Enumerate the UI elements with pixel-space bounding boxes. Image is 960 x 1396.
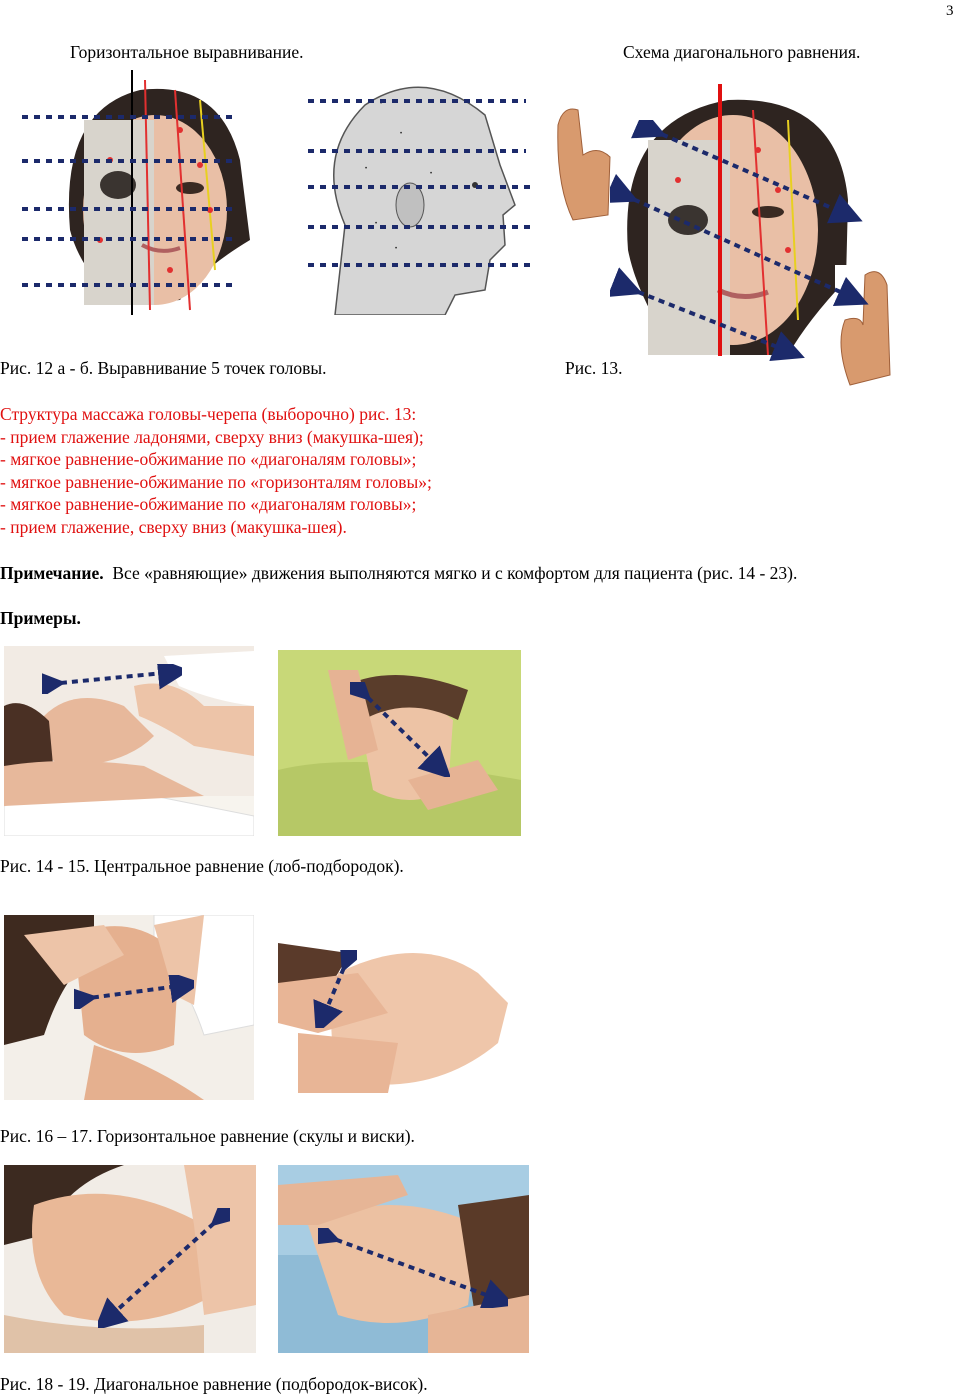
figure-12b-dotted-guides xyxy=(308,97,538,277)
figure-17-arrow xyxy=(312,950,357,1033)
figure-12a-dotted-guides xyxy=(22,113,242,298)
svg-text:•: • xyxy=(400,131,403,137)
page-number: 3 xyxy=(946,3,954,19)
note-label: Примечание. xyxy=(0,563,104,583)
figure-19-arrow xyxy=(318,1228,508,1313)
figure-15-arrow xyxy=(350,682,450,782)
structure-item: - мягкое равнение-обжимание по «диагоналям головы»; xyxy=(0,449,417,469)
structure-item: - мягкое равнение-обжимание по «диагоналям головы»; xyxy=(0,494,417,514)
note-paragraph xyxy=(0,562,797,585)
structure-item: - прием глажение ладонями, сверху вниз (макушка-шея); xyxy=(0,427,424,447)
examples-heading: Примеры. xyxy=(0,608,81,628)
svg-text:•: • xyxy=(395,246,398,252)
structure-title: Структура массажа головы-черепа (выборочно) рис. 13: xyxy=(0,404,417,424)
svg-text:•: • xyxy=(380,101,383,107)
caption-fig-16-17: Рис. 16 – 17. Горизонтальное равнение (скулы и виски). xyxy=(0,1126,415,1146)
figure-14-arrow xyxy=(42,664,182,699)
caption-fig-12: Рис. 12 а - б. Выравнивание 5 точек головы. xyxy=(0,358,327,378)
heading-diagonal-scheme: Схема диагонального равнения. xyxy=(623,42,861,62)
figure-16-arrow xyxy=(74,975,194,1014)
caption-fig-14-15: Рис. 14 - 15. Центральное равнение (лоб-подбородок). xyxy=(0,856,404,876)
svg-text:•: • xyxy=(430,171,433,177)
svg-text:•: • xyxy=(375,221,378,227)
svg-text:•: • xyxy=(365,166,368,172)
structure-item: - мягкое равнение-обжимание по «горизонталям головы»; xyxy=(0,472,432,492)
structure-item: - прием глажение, сверху вниз (макушка-шея). xyxy=(0,517,347,537)
caption-fig-18-19: Рис. 18 - 19. Диагональное равнение (подбородок-висок). xyxy=(0,1374,428,1394)
heading-horizontal-alignment: Горизонтальное выравнивание. xyxy=(70,42,304,62)
figure-13-diagonal-arrows xyxy=(610,120,870,370)
note-text: Все «равняющие» движения выполняются мягко и с комфортом для пациента (рис. 14 - 23). xyxy=(112,563,798,583)
caption-fig-13: Рис. 13. xyxy=(565,358,623,378)
figure-18-arrow xyxy=(98,1208,230,1333)
